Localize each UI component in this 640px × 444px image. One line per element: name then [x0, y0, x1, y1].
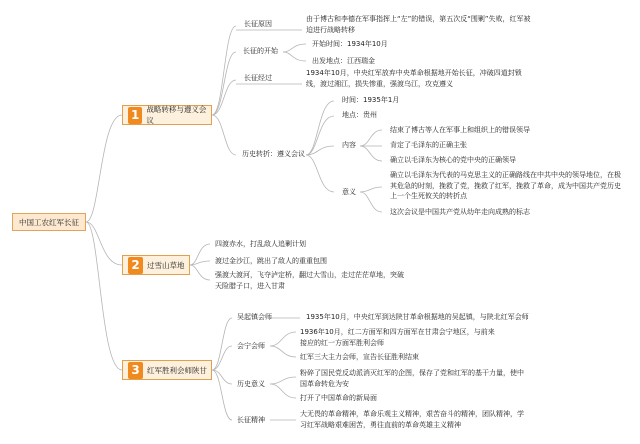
wuqi-label: 吴起镇会师 — [237, 313, 272, 321]
turning-point-label: 历史转折：遵义会议 — [242, 150, 305, 158]
history-item-2: 打开了中国革命的新局面 — [300, 394, 377, 402]
branch-label-3: 红军胜利会师陕甘 — [147, 365, 207, 375]
number-badge-3: 3 — [128, 362, 143, 379]
meeting-time: 时间：1935年1月 — [342, 96, 400, 104]
cause-text: 由于博古和李德在军事指挥上“左”的错误，第五次反“围剿”失败，红军被迫进行战略转移 — [306, 15, 531, 34]
start-time: 开始时间：1934年10月 — [312, 40, 388, 48]
content-label: 内容 — [342, 141, 356, 149]
snow-line-3: 强渡大渡河，飞夺泸定桥，翻过大雪山，走过茫茫草地，突破天险腊子口，进入甘肃 — [215, 271, 404, 290]
content-item-1: 结束了博古等人在军事上和组织上的错误领导 — [390, 126, 530, 134]
start-label: 长征的开始 — [243, 47, 278, 55]
meaning-item-2: 这次会议是中国共产党从幼年走向成熟的标志 — [390, 208, 530, 216]
meeting-place: 地点：贵州 — [342, 111, 377, 119]
meaning-item-1: 确立以毛泽东为代表的马克思主义的正确路线在中共中央的领导地位，在极其危急的时刻，挽救了党，挽救了红军，挽救了革命，成为中国共产党历史上一个生死攸关的转折点 — [390, 171, 621, 200]
snow-line-2: 渡过金沙江，跳出了敌人的重重包围 — [215, 257, 327, 265]
cause-label: 长征原因 — [244, 20, 272, 28]
history-label: 历史意义 — [237, 380, 265, 388]
huining-label: 会宁会师 — [237, 342, 265, 350]
process-text: 1934年10月，中央红军放弃中央革命根据地开始长征，冲破四道封锁线，渡过湘江，损失惨重，强渡乌江，攻克遵义 — [306, 69, 522, 88]
number-badge-1: 1 — [128, 107, 142, 124]
content-item-3: 确立以毛泽东为核心的党中央的正确领导 — [390, 156, 516, 164]
spirit-label: 长征精神 — [237, 416, 265, 424]
start-place: 出发地点：江西瑞金 — [312, 57, 375, 65]
meaning-label: 意义 — [342, 188, 356, 196]
branch-label-1: 战略转移与遵义会议 — [146, 105, 207, 125]
history-item-1: 粉碎了国民党反动派消灭红军的企图，保存了党和红军的基干力量，使中国革命转危为安 — [300, 369, 524, 388]
huining-item-1: 1936年10月，红二方面军和四方面军在甘肃会宁地区，与前来接应的红一方面军胜利会师 — [300, 328, 495, 347]
branch-node-2[interactable] — [122, 255, 190, 275]
number-badge-2: 2 — [128, 257, 143, 274]
spirit-text: 大无畏的革命精神，革命乐观主义精神，艰苦奋斗的精神，团队精神，学习红军战略艰难困苦，勇往直前的革命英雄主义精神 — [300, 410, 524, 429]
wuqi-text: 1935年10月，中央红军到达陕甘革命根据地的吴起镇，与陕北红军会师 — [306, 313, 529, 321]
snow-line-1: 四渡赤水，打乱敌人追剿计划 — [215, 240, 306, 248]
huining-item-2: 红军三大主力会师，宣告长征胜利结束 — [300, 353, 419, 361]
branch-node-3[interactable] — [122, 360, 212, 380]
process-label: 长征经过 — [244, 74, 272, 82]
branch-node-1[interactable] — [122, 105, 212, 125]
root-label: 中国工农红军长征 — [19, 217, 79, 227]
root-node[interactable] — [12, 213, 86, 231]
branch-label-2: 过雪山草地 — [147, 260, 185, 270]
content-item-2: 肯定了毛泽东的正确主张 — [390, 141, 467, 149]
